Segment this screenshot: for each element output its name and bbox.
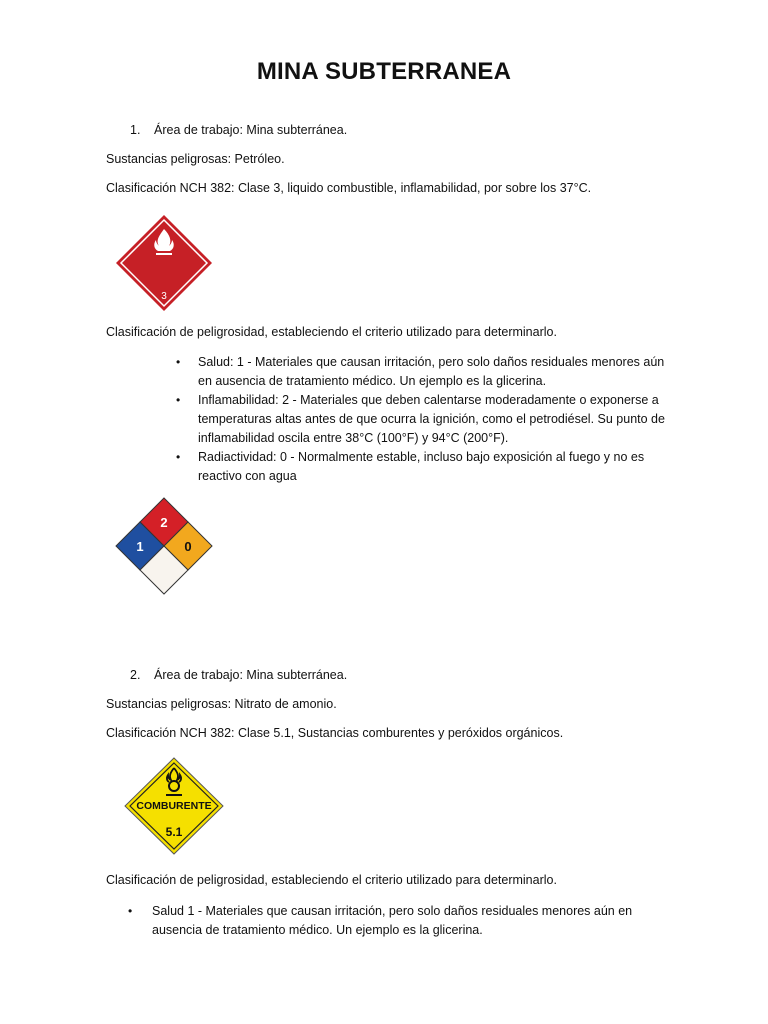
section-1-heading (130, 123, 347, 137)
class-5-1-oxidizer-placard (122, 756, 226, 856)
list-item-salud: • Salud 1 - Materiales que causan irritación, pero solo daños residuales menores aún en ausencia de tratamiento médico. Un ejemplo es la glicerina. (128, 904, 633, 937)
section-2-sustancias: Sustancias peligrosas: Nitrato de amonio. (106, 697, 337, 711)
placard-class-number: 3 (161, 291, 167, 302)
nfpa-flammability-value: 2 (160, 515, 168, 530)
section-1-sustancias: Sustancias peligrosas: Petróleo. (106, 152, 285, 166)
section-2-clasificacion: Clasificación NCH 382: Clase 5.1, Sustancias comburentes y peróxidos orgánicos. (106, 726, 564, 740)
list-item-inflamabilidad: • Inflamabilidad: 2 - Materiales que deben calentarse moderadamente o exponerse a temperaturas altas antes de que ocurra la ignición, como el petrodiésel. Su punto de inflamabilidad oscila entre 38°C (100°F) y 94°C (200°F). (176, 393, 665, 445)
nfpa-health-value: 1 (136, 539, 144, 554)
nfpa-704-diamond (114, 496, 214, 598)
section-2-number: 2. (130, 668, 141, 682)
section-1-number: 1. (130, 123, 141, 137)
nfpa-reactivity-value: 0 (184, 539, 192, 554)
section-1-area: Área de trabajo: Mina subterránea. (154, 123, 348, 137)
section-2-area: Área de trabajo: Mina subterránea. (154, 668, 348, 682)
section-2-hazard-list (128, 902, 648, 940)
section-1-hazard-list (176, 353, 676, 486)
document-title: MINA SUBTERRANEA (256, 58, 512, 85)
placard-class-number: 5.1 (165, 825, 183, 839)
list-item-salud: • Salud: 1 - Materiales que causan irritación, pero solo daños residuales menores aún en ausencia de tratamiento médico. Un ejemplo es la glicerina. (176, 355, 665, 388)
section-2-heading (130, 668, 347, 682)
section-1-criterio: Clasificación de peligrosidad, estableciendo el criterio utilizado para determinarlo. (106, 325, 557, 339)
section-2-criterio: Clasificación de peligrosidad, estableciendo el criterio utilizado para determinarlo. (106, 873, 557, 887)
placard-label: COMBURENTE (136, 800, 212, 812)
list-item-radiactividad: • Radiactividad: 0 - Normalmente estable, incluso bajo exposición al fuego y no es reactivo con agua (176, 450, 645, 483)
class-3-flammable-placard (114, 213, 214, 313)
section-1-clasificacion: Clasificación NCH 382: Clase 3, liquido combustible, inflamabilidad, por sobre los 37°C. (106, 181, 592, 195)
